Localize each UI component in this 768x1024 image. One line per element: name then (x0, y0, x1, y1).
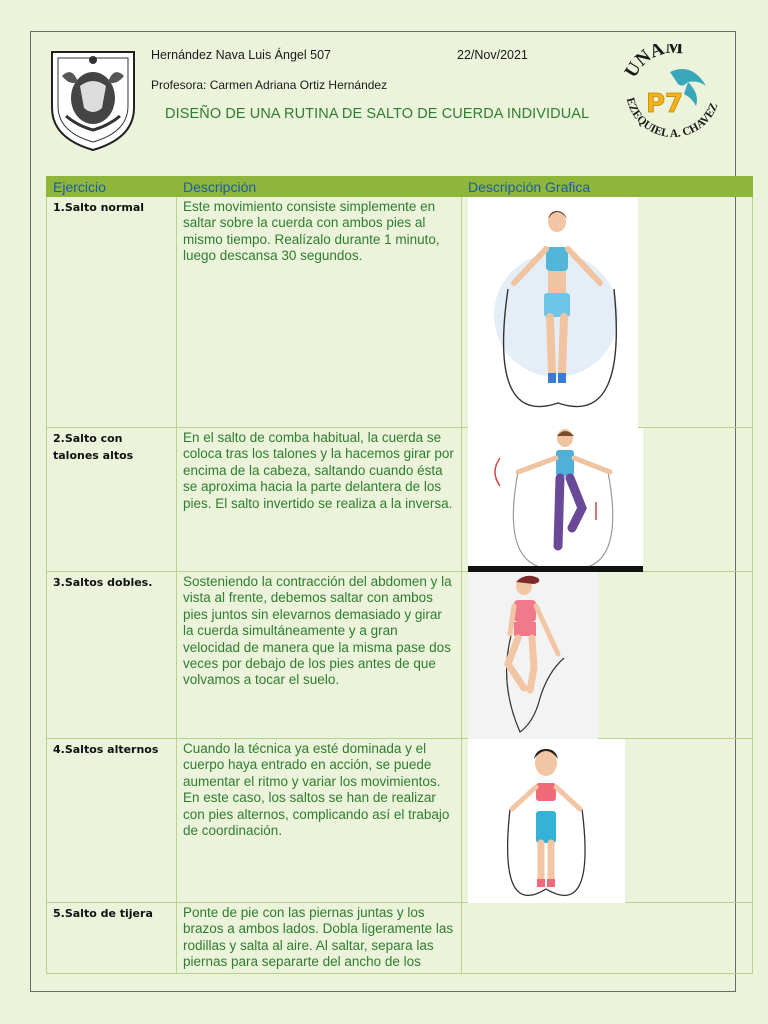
exercise-image-cell (462, 572, 753, 739)
exercise-description: Ponte de pie con las piernas juntas y los brazos a ambos lados. Dobla ligeramente las rodillas y salta al aire. Al saltar, separa las piernas para separarte del ancho de los (177, 903, 462, 974)
logo-arc-text: UNAM (620, 44, 684, 82)
date-label: 22/Nov/2021 (457, 48, 528, 62)
exercise-image-cell (462, 903, 753, 974)
unam-seal-logo (48, 46, 138, 154)
column-header-description: Descripción (177, 177, 462, 197)
table-row (47, 903, 753, 974)
woman-jumping-rope-illustration (468, 197, 638, 428)
table-row (47, 197, 753, 428)
exercise-description: Sosteniendo la contracción del abdomen y la vista al frente, debemos saltar con ambos pies juntos sin elevarnos demasiado y girar la cuerda simultáneamente y a gran velocidad de manera que la misma pase dos veces por debajo de los pies antes de que volvamos a tocar el suelo. (177, 572, 462, 739)
exercise-description: En el salto de comba habitual, la cuerda se coloca tras los talones y la hacemos girar por encima de la cabeza, saltando cuando ésta se aproxima hacia la parte delantera de los pies. El salto invertido se realiza a la inversa. (177, 428, 462, 572)
exercise-name: 1.Salto normal (47, 197, 177, 428)
prepa7-logo (618, 44, 728, 156)
column-header-graphic: Descripción Grafica (462, 177, 753, 197)
exercise-image-cell (462, 739, 753, 903)
exercise-image-cell (462, 428, 753, 572)
logo-bottom-text: EZEQUIEL A. CHAVEZ (623, 96, 721, 141)
logo-number: P7 (646, 89, 684, 119)
exercise-name: 2.Salto con talones altos (47, 428, 177, 572)
woman-double-under-illustration (468, 572, 598, 739)
woman-alternate-feet-illustration (468, 739, 625, 903)
column-header-exercise: Ejercicio (47, 177, 177, 197)
routine-table (46, 176, 753, 974)
author-line: Hernández Nava Luis Ángel 507 (151, 48, 331, 62)
table-row (47, 572, 753, 739)
exercise-description: Este movimiento consiste simplemente en saltar sobre la cuerda con ambos pies al mismo tiempo. Realízalo durante 1 minuto, luego descansa 30 segundos. (177, 197, 462, 428)
exercise-name: 4.Saltos alternos (47, 739, 177, 903)
exercise-name: 3.Saltos dobles. (47, 572, 177, 739)
document-title: DISEÑO DE UNA RUTINA DE SALTO DE CUERDA INDIVIDUAL (165, 106, 590, 122)
exercise-image-cell (462, 197, 753, 428)
table-row (47, 739, 753, 903)
exercise-description: Cuando la técnica ya esté dominada y el cuerpo haya entrado en acción, se puede aumentar el ritmo y variar los movimientos. En este caso, los saltos se han de realizar con pies alternos, complicando así el trabajo de coordinación. (177, 739, 462, 903)
woman-high-knee-skip-illustration (468, 428, 643, 572)
table-row (47, 428, 753, 572)
exercise-name: 5.Salto de tijera (47, 903, 177, 974)
teacher-line: Profesora: Carmen Adriana Ortiz Hernández (151, 78, 388, 92)
table-header-row (47, 177, 753, 197)
